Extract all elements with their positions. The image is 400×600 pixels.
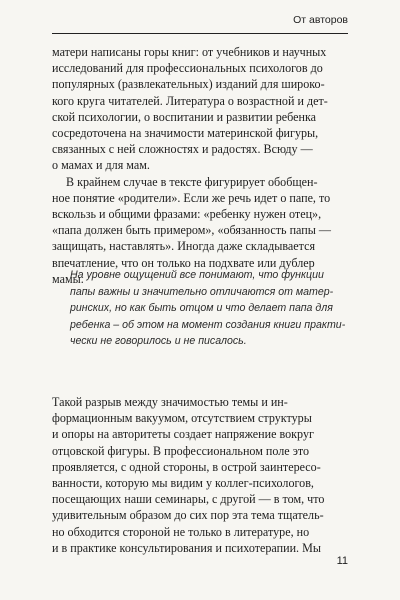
- text-line: «папа должен быть примером», «обязанность папы —: [52, 223, 331, 238]
- text-line: популярных (развлекательных) изданий для широко-: [52, 77, 325, 92]
- text-line: но обходится стороной не только в литературе, но: [52, 524, 310, 539]
- text-line: ской психологии, о воспитании и развитии ребенка: [52, 109, 317, 124]
- text-line: удивительным образом до сих пор эта тема тщатель-: [52, 508, 324, 523]
- body-text-block-top: [52, 44, 348, 287]
- text-line: впечатление, что он только на подхвате или дублер: [52, 255, 315, 270]
- text-line: ванности, которую мы видим у коллег-психологов,: [52, 476, 314, 491]
- text-line: матери написаны горы книг: от учебников и научных: [52, 45, 327, 59]
- text-line: о мамах и для мам.: [52, 158, 150, 173]
- text-line: ное понятие «родители». Если же речь идет о папе, то: [52, 190, 331, 205]
- text-line: вскользь и общими фразами: «ребенку нужен отец»,: [52, 207, 322, 222]
- running-header-title: От авторов: [293, 14, 348, 26]
- page-number: 11: [336, 555, 348, 567]
- text-line: исследований для профессиональных психологов до: [52, 61, 323, 76]
- quote-line: ринских, но как быть отцом и что делает папа для: [70, 302, 333, 315]
- paragraph: [52, 44, 348, 174]
- quote-line: папы важны и значительно отличаются от матер-: [70, 285, 334, 298]
- text-line: проявляется, с одной стороны, в острой заинтересо-: [52, 459, 321, 474]
- quote-line: чески не говорилось и не писалось.: [70, 335, 247, 348]
- body-text-block-bottom: [52, 394, 348, 556]
- text-line: сосредоточена на значимости материнской фигуры,: [52, 126, 319, 141]
- paragraph: [52, 394, 348, 556]
- text-line: отцовской фигуры. В профессиональном поле это: [52, 443, 310, 458]
- text-line: и в практике консультирования и психотерапии. Мы: [52, 540, 321, 555]
- text-line: формационным вакуумом, отсутствием структуры: [52, 411, 312, 426]
- text-line: и опоры на авторитеты создает напряжение вокруг: [52, 427, 314, 442]
- quote-line: На уровне ощущений все понимают, что функции: [70, 269, 324, 281]
- italic-pull-quote: [70, 267, 350, 350]
- text-line: Такой разрыв между значимостью темы и ин-: [52, 395, 288, 409]
- quote-line: ребенка – об этом на момент создания книги практи-: [70, 318, 346, 331]
- text-line: кого круга читателей. Литература о возрастной и дет-: [52, 93, 328, 108]
- text-line: В крайнем случае в тексте фигурирует обобщен-: [66, 174, 318, 189]
- running-header: [52, 11, 348, 34]
- text-line: мамы.: [52, 271, 84, 286]
- text-line: связанных с ней сложностях и радостях. Всюду —: [52, 142, 313, 157]
- text-line: защищать, наставлять». Иногда даже складывается: [52, 239, 316, 254]
- text-line: посещающих наши семинары, с другой — в том, что: [52, 492, 325, 507]
